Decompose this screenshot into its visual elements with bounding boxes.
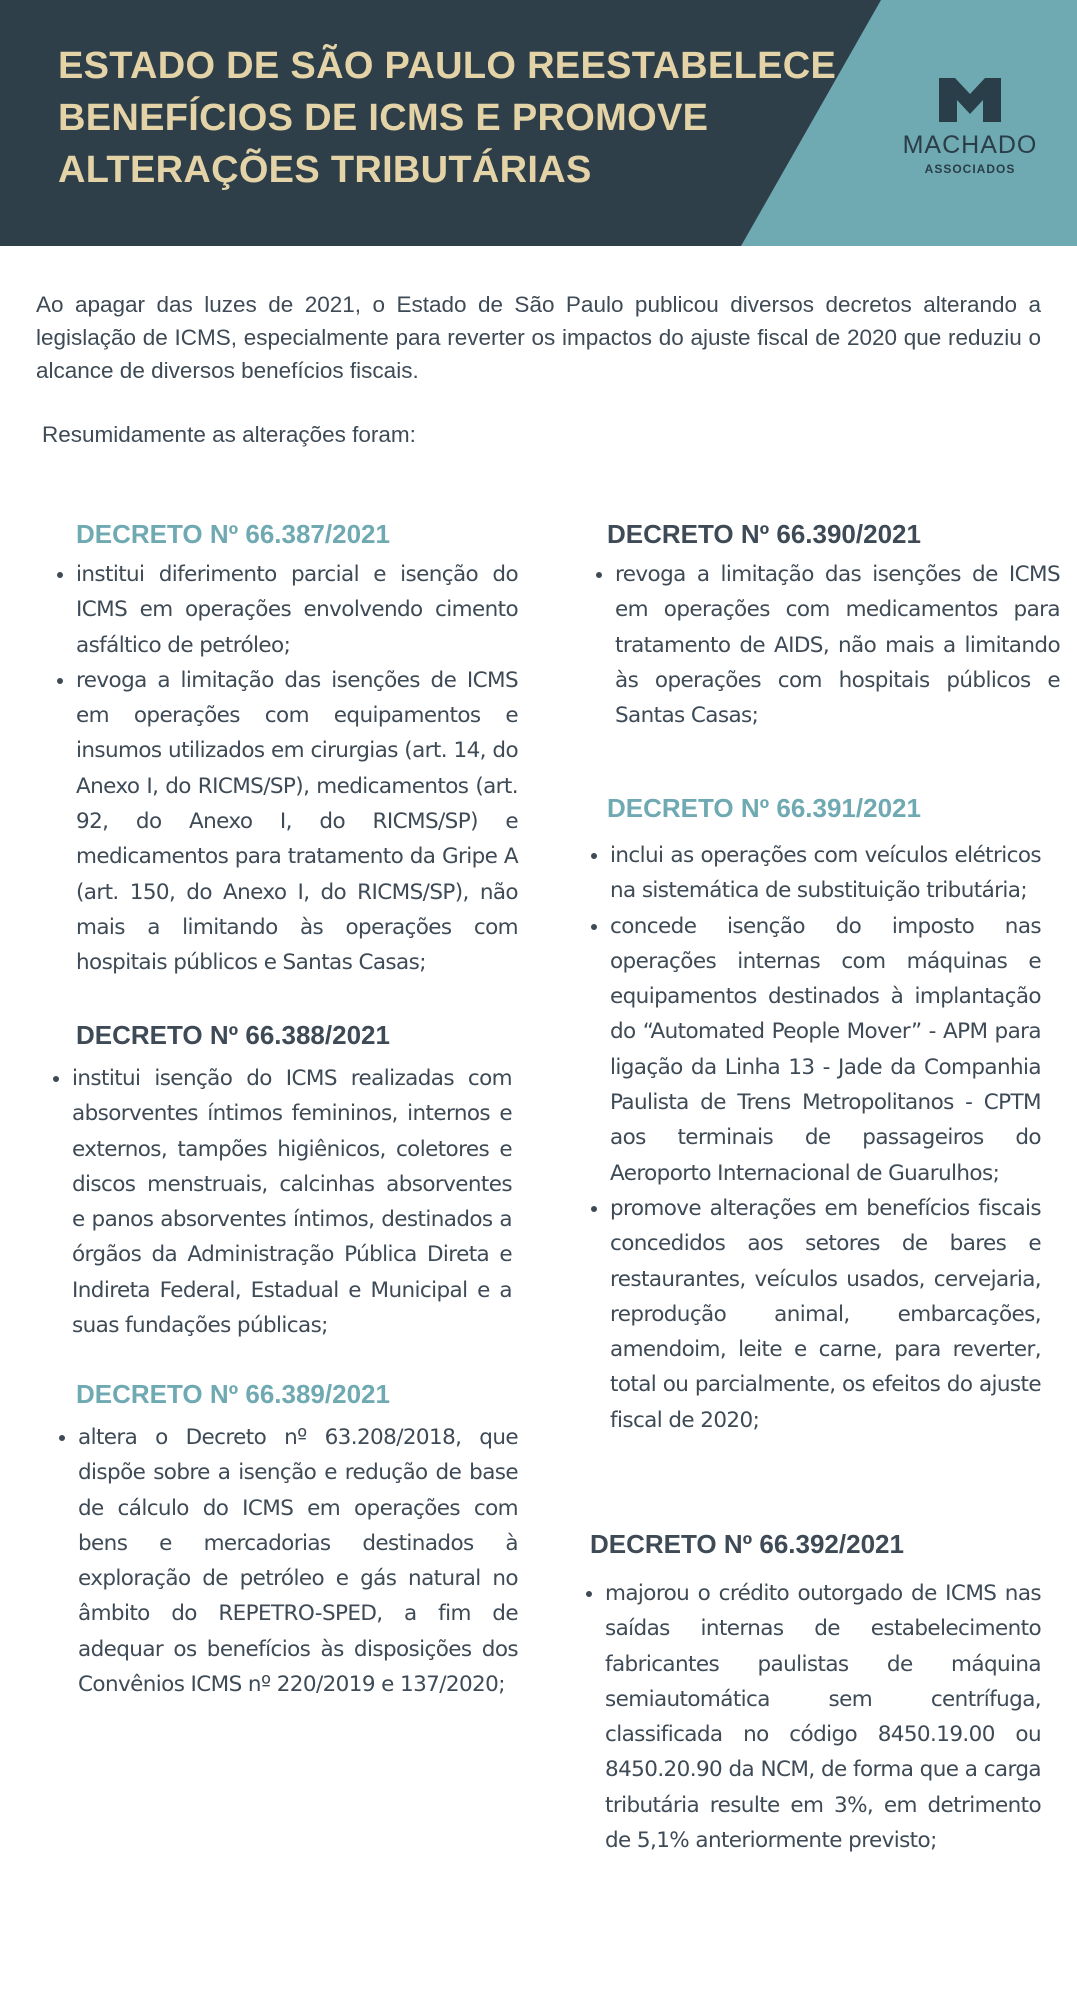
decree-title: DECRETO Nº 66.388/2021 — [76, 1020, 390, 1050]
list-item: • revoga a limitação das isenções de ICMS em operações com equipamentos e insumos utilizados em cirurgias (art. 14, do Anexo I, do RICMS/SP), medicamentos (art. 92, do Anexo I, do RICMS/SP) e medicamentos para tratamento da Gripe A (art. 150, do Anexo I, do RICMS/SP), não mais a limitando às operações com hospitais públicos e Santas Casas; — [76, 663, 518, 981]
decree-items — [587, 557, 1060, 733]
decree-title: DECRETO Nº 66.390/2021 — [607, 519, 921, 549]
decree-66387-section — [48, 516, 518, 981]
intro-paragraph: Ao apagar das luzes de 2021, o Estado de São Paulo publicou diversos decretos alterando a legislação de ICMS, especialmente para reverter os impactos do ajuste fiscal de 2020 que reduziu o alcance de diversos benefícios fiscais. — [36, 292, 1041, 383]
page-title: ESTADO DE SÃO PAULO REESTABELECE BENEFÍCIOS DE ICMS E PROMOVE ALTERAÇÕES TRIBUTÁRIAS — [58, 45, 837, 191]
decree-items — [44, 1061, 512, 1343]
list-item: • concede isenção do imposto nas operações internas com máquinas e equipamentos destinados à implantação do “Automated People Mover” - APM para ligação da Linha 13 - Jade da Companhia Paulista de Trens Metropolitanos - CPTM aos terminais de passageiros do Aeroporto Internacional de Guarulhos; — [610, 909, 1041, 1191]
logo-subtitle: ASSOCIADOS — [924, 162, 1016, 176]
decree-66389-section — [50, 1376, 518, 1702]
list-item: • inclui as operações com veículos elétricos na sistemática de substituição tributária; — [610, 838, 1041, 909]
decree-66392-section — [577, 1526, 1041, 1858]
decree-title: DECRETO Nº 66.391/2021 — [607, 793, 921, 823]
machado-logo-icon — [939, 78, 1001, 122]
decree-items — [577, 1576, 1041, 1858]
list-item: • altera o Decreto nº 63.208/2018, que dispõe sobre a isenção e redução de base de cálculo do ICMS em operações com bens e mercadorias destinados à exploração de petróleo e gás natural no âmbito do REPETRO-SPED, a fim de adequar os benefícios às disposições dos Convênios ICMS nº 220/2019 e 137/2020; — [78, 1420, 518, 1702]
decree-title: DECRETO Nº 66.387/2021 — [76, 519, 390, 549]
list-item: • majorou o crédito outorgado de ICMS nas saídas internas de estabelecimento fabricantes paulistas de máquina semiautomática sem centrífuga, classificada no código 8450.19.00 ou 8450.20.90 da NCM, de forma que a carga tributária resulte em 3%, em detrimento de 5,1% anteriormente previsto; — [605, 1576, 1041, 1858]
logo-name: MACHADO — [902, 131, 1038, 159]
company-logo — [890, 78, 1050, 176]
list-item: • institui diferimento parcial e isenção do ICMS em operações envolvendo cimento asfáltico de petróleo; — [76, 557, 518, 663]
decree-66390-section — [587, 516, 1060, 733]
decree-66388-section — [44, 1017, 512, 1343]
decree-items — [48, 557, 518, 981]
decree-title: DECRETO Nº 66.392/2021 — [590, 1529, 904, 1559]
list-item: • institui isenção do ICMS realizadas com absorventes íntimos femininos, internos e externos, tampões higiênicos, coletores e discos menstruais, calcinhas absorventes e panos absorventes íntimos, destinados a órgãos da Administração Pública Direta e Indireta Federal, Estadual e Municipal e a suas fundações públicas; — [72, 1061, 512, 1343]
decree-66391-section — [582, 790, 1041, 1438]
list-item: • revoga a limitação das isenções de ICMS em operações com medicamentos para tratamento de AIDS, não mais a limitando às operações com hospitais públicos e Santas Casas; — [615, 557, 1060, 733]
decree-items — [50, 1420, 518, 1702]
decree-items — [582, 838, 1041, 1438]
header-banner — [0, 0, 1077, 246]
list-item: • promove alterações em benefícios fiscais concedidos aos setores de bares e restaurantes, veículos usados, cervejaria, reprodução animal, embarcações, amendoim, leite e carne, para reverter, total ou parcialmente, os efeitos do ajuste fiscal de 2020; — [610, 1191, 1041, 1438]
summary-label: Resumidamente as alterações foram: — [42, 422, 416, 447]
decree-title: DECRETO Nº 66.389/2021 — [76, 1379, 390, 1409]
